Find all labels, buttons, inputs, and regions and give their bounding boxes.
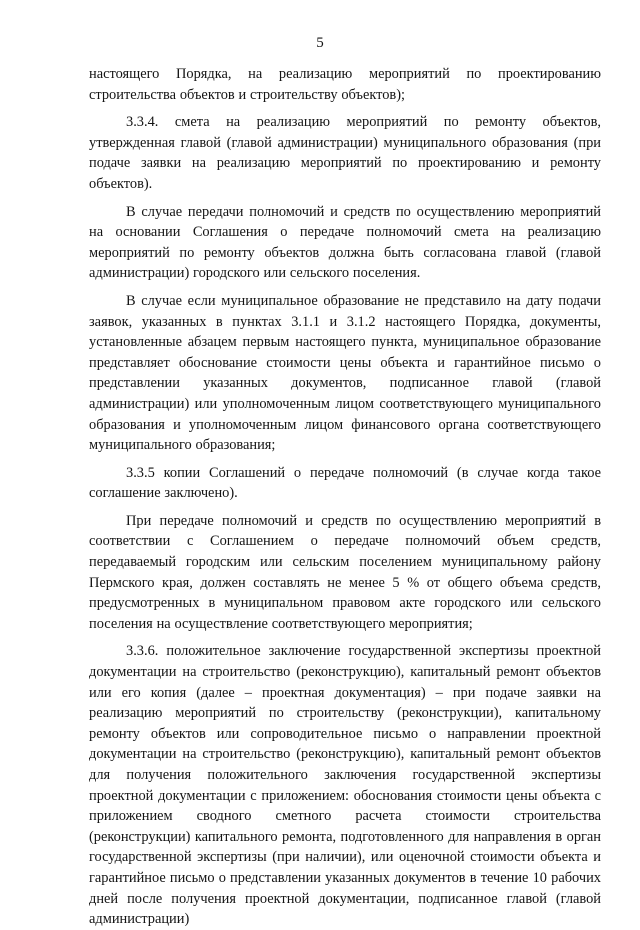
paragraph-3-3-6: 3.3.6. положительное заключение государственной экспертизы проектной документации на строительство (реконструкцию), капитальный ремонт объектов или его копия (далее – проектная документация) – при подаче заявки на реализацию мероприятий по строительству (реконструкции), капитальному ремонту объектов или сопроводительное письмо о направлении проектной документации на строительство (реконструкцию), капитальный ремонт объектов для получения положительного заключения государственной экспертизы проектной документации с приложением: обоснования стоимости цены объекта с приложением сводного сметного расчета стоимости строительства (реконструкции) капитального ремонта, подготовленного для направления в орган государственной экспертизы (при наличии), или оценочной стоимости объекта и гарантийное письмо о представлении указанных документов в течение 10 рабочих дней после получения проектной документации, подписанное главой (главой администрации) (89, 643, 601, 928)
paragraph-3-3-4: 3.3.4. смета на реализацию мероприятий по ремонту объектов, утвержденная главой (главой администрации) муниципального образования (при подаче заявки на реализацию мероприятий по проектированию и ремонту объектов). (89, 114, 601, 192)
page-number: 5 (316, 35, 324, 51)
paragraph-continuation: настоящего Порядка, на реализацию мероприятий по проектированию строительства объектов и строительству объектов); (89, 66, 601, 103)
paragraph-delegation-estimate: В случае передачи полномочий и средств по осуществлению мероприятий на основании Соглашения о передаче полномочий смета на реализацию мероприятий по ремонту объектов должна быть согласована главой (главой администрации) городского или сельского поселения. (89, 203, 601, 282)
paragraph-3-3-5: 3.3.5 копии Соглашений о передаче полномочий (в случае когда такое соглашение заключено). (89, 464, 601, 502)
paragraph-missing-documents: В случае если муниципальное образование не представило на дату подачи заявок, указанных в пунктах 3.1.1 и 3.1.2 настоящего Порядка, документы, установленные абзацем первым настоящего пункта, муниципальное образование представляет обоснование стоимости цены объекта и гарантийное письмо о представлении указанных документов, подписанное главой (главой администрации) или уполномоченным лицом соответствующего муниципального образования и уполномоченным лицом финансового органа соответствующего муниципального образования; (89, 292, 601, 454)
document-body (89, 64, 601, 930)
paragraph-funds-transfer: При передаче полномочий и средств по осуществлению мероприятий в соответствии с Соглашением о передаче полномочий объем средств, передаваемый городским или сельским поселением муниципальному району Пермского края, должен составлять не менее 5 % от общего объема средств, предусмотренных в муниципальном правовом акте городского или сельского поселения на осуществление соответствующего мероприятия; (89, 512, 601, 632)
